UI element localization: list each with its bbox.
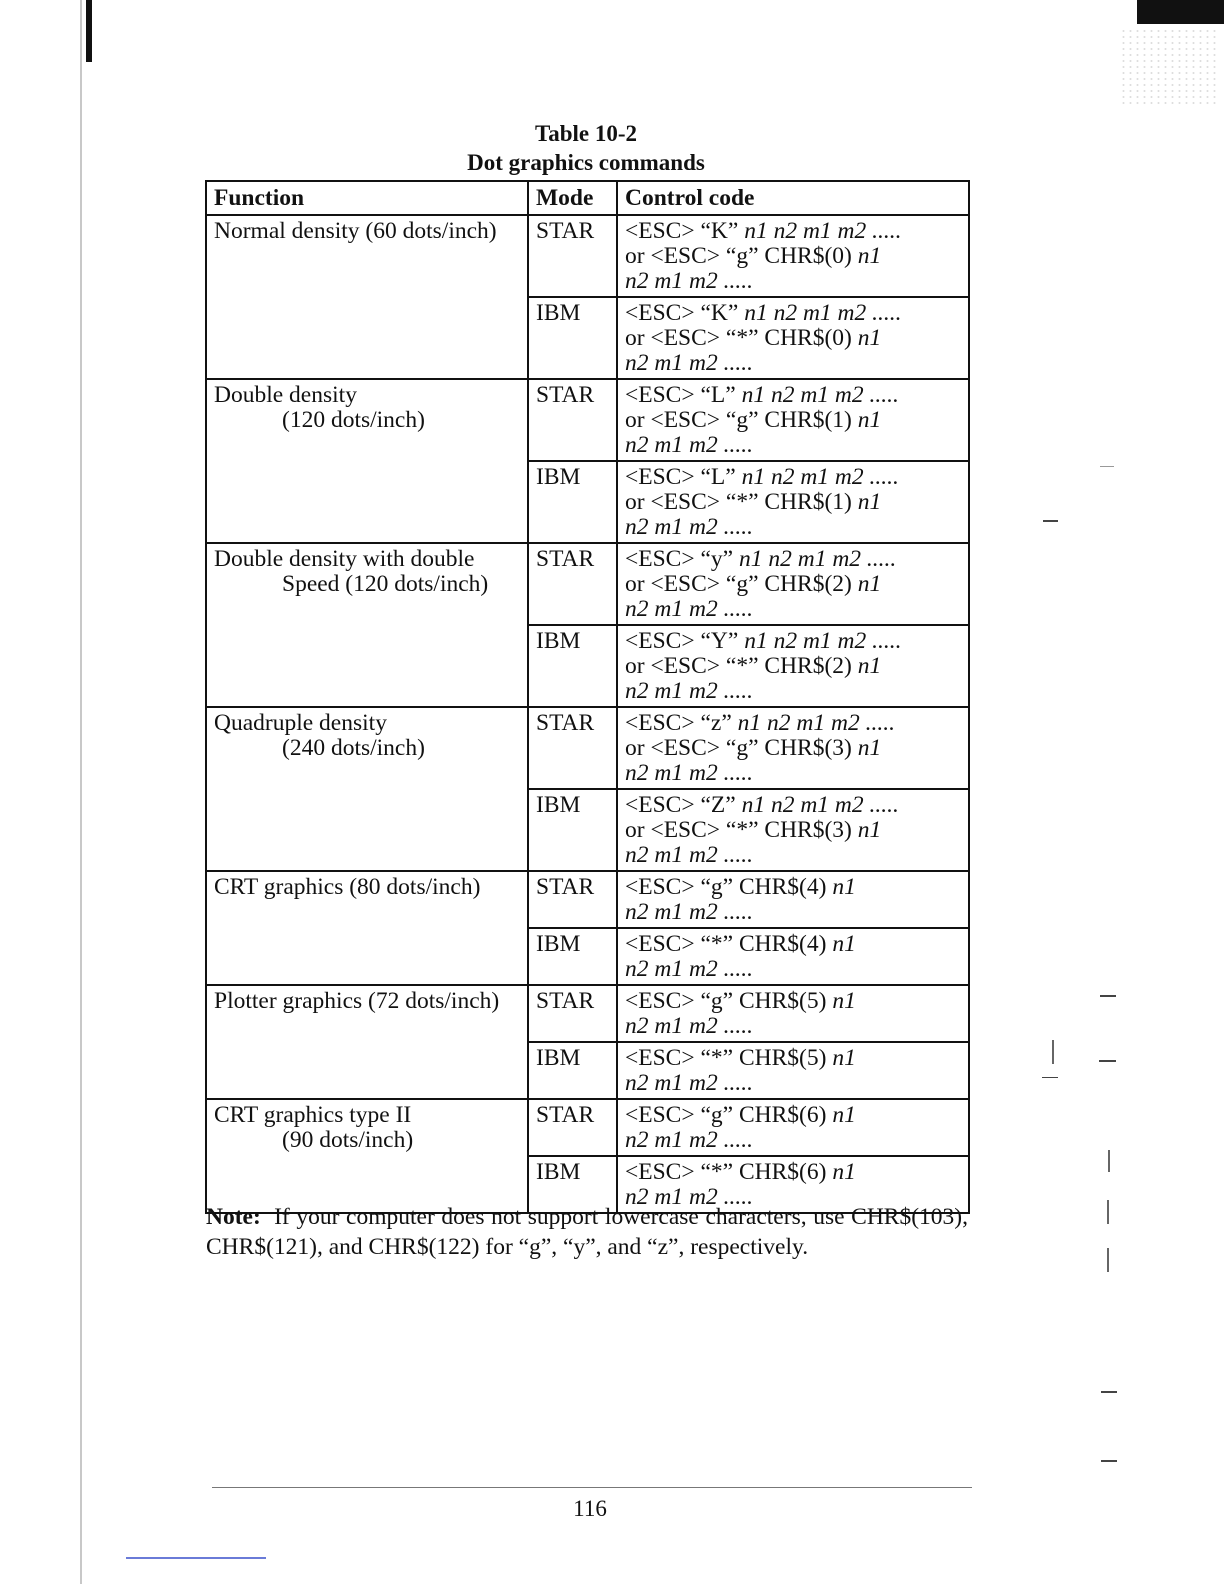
- function-label: (240 dots/inch): [282, 735, 425, 761]
- control-code-cell: [617, 985, 969, 1042]
- parameter-text: n2 m1 m2 .....: [625, 842, 753, 868]
- table-row: [206, 1099, 969, 1156]
- parameter-text: n1: [832, 874, 856, 900]
- control-code-line: [625, 1128, 962, 1153]
- table-row: [206, 379, 969, 461]
- control-code-line: [625, 761, 962, 786]
- scan-artifact: [1100, 466, 1114, 467]
- command-text: or <ESC> “g” CHR$(2): [625, 571, 858, 597]
- mode-cell: STAR: [528, 707, 617, 789]
- corner-tab: [1137, 0, 1224, 24]
- mode-cell: IBM: [528, 1156, 617, 1213]
- table-number: Table 10-2: [534, 121, 638, 146]
- scan-artifact: [1100, 995, 1116, 997]
- command-text: or <ESC> “*” CHR$(3): [625, 817, 858, 843]
- command-text: <ESC> “g” CHR$(4): [625, 874, 833, 900]
- parameter-text: n1 n2 m1 m2 .....: [741, 464, 899, 490]
- mode-cell: IBM: [528, 789, 617, 871]
- parameter-text: n1: [857, 571, 882, 597]
- control-code-line: [625, 351, 962, 376]
- function-cell: [206, 215, 528, 379]
- control-code-line: [625, 515, 962, 540]
- function-label: Quadruple density: [214, 710, 387, 736]
- scan-artifact: [1042, 1077, 1058, 1078]
- function-cell: [206, 543, 528, 707]
- parameter-text: n2 m1 m2 .....: [625, 1184, 753, 1210]
- control-code-line: [625, 547, 962, 572]
- control-code-cell: [617, 928, 969, 985]
- control-code-cell: [617, 543, 969, 625]
- scan-artifact: [1107, 1200, 1109, 1224]
- binding-mark: [86, 0, 92, 62]
- control-code-line: [625, 572, 962, 597]
- parameter-text: n1: [857, 817, 882, 843]
- scan-artifact: [1108, 1150, 1110, 1172]
- command-text: <ESC> “y”: [625, 546, 739, 572]
- column-header-function: Function: [206, 181, 528, 215]
- table-row: [206, 871, 969, 928]
- mode-cell: IBM: [528, 1042, 617, 1099]
- command-text: <ESC> “*” CHR$(4): [625, 931, 833, 957]
- control-code-line: [625, 1160, 962, 1185]
- table-row: [206, 707, 969, 789]
- mode-cell: STAR: [528, 379, 617, 461]
- parameter-text: n1 n2 m1 m2 .....: [744, 218, 902, 244]
- mode-cell: IBM: [528, 297, 617, 379]
- table-header-row: [206, 181, 969, 215]
- parameter-text: n2 m1 m2 .....: [625, 432, 753, 458]
- parameter-text: n2 m1 m2 .....: [625, 956, 753, 982]
- parameter-text: n2 m1 m2 .....: [625, 678, 753, 704]
- parameter-text: n1: [832, 988, 856, 1014]
- parameter-text: n1 n2 m1 m2 .....: [744, 628, 902, 654]
- function-cell: [206, 707, 528, 871]
- table-title: Dot graphics commands: [467, 150, 705, 175]
- control-code-cell: [617, 215, 969, 297]
- function-label: CRT graphics (80 dots/inch): [214, 874, 481, 900]
- parameter-text: n1 n2 m1 m2 .....: [737, 710, 895, 736]
- control-code-line: [625, 957, 962, 982]
- mode-cell: IBM: [528, 928, 617, 985]
- function-cell: [206, 379, 528, 543]
- mode-cell: STAR: [528, 985, 617, 1042]
- table-body: [206, 215, 969, 1213]
- parameter-text: n2 m1 m2 .....: [625, 1070, 753, 1096]
- mode-cell: STAR: [528, 543, 617, 625]
- control-code-line: [625, 301, 962, 326]
- parameter-text: n1: [832, 931, 856, 957]
- parameter-text: n1 n2 m1 m2 .....: [741, 382, 899, 408]
- mode-cell: IBM: [528, 625, 617, 707]
- control-code-cell: [617, 871, 969, 928]
- control-code-line: [625, 711, 962, 736]
- control-code-line: [625, 490, 962, 515]
- function-label: (90 dots/inch): [282, 1127, 414, 1153]
- control-code-line: [625, 1046, 962, 1071]
- parameter-text: n1 n2 m1 m2 .....: [744, 300, 902, 326]
- control-code-cell: [617, 379, 969, 461]
- control-code-line: [625, 736, 962, 761]
- command-text: or <ESC> “g” CHR$(0): [625, 243, 858, 269]
- function-label: Double density with double: [214, 546, 475, 572]
- note-paragraph: [206, 1202, 968, 1262]
- control-code-line: [625, 465, 962, 490]
- command-text: <ESC> “Z”: [625, 792, 742, 818]
- function-label: Speed (120 dots/inch): [282, 571, 489, 597]
- scan-artifact: [1101, 1391, 1117, 1393]
- control-code-line: [625, 1071, 962, 1096]
- control-code-line: [625, 1014, 962, 1039]
- command-text: <ESC> “Y”: [625, 628, 745, 654]
- command-text: or <ESC> “*” CHR$(2): [625, 653, 858, 679]
- control-code-line: [625, 989, 962, 1014]
- command-text: <ESC> “K”: [625, 300, 745, 326]
- command-text: <ESC> “L”: [625, 464, 742, 490]
- mode-cell: STAR: [528, 871, 617, 928]
- function-label: Double density: [214, 382, 357, 408]
- parameter-text: n2 m1 m2 .....: [625, 899, 753, 925]
- command-text: <ESC> “g” CHR$(6): [625, 1102, 833, 1128]
- control-code-line: [625, 793, 962, 818]
- scan-noise: [1120, 28, 1220, 108]
- scan-artifact: [1107, 1248, 1109, 1272]
- control-code-line: [625, 433, 962, 458]
- command-text: <ESC> “*” CHR$(5): [625, 1045, 833, 1071]
- command-text: <ESC> “*” CHR$(6): [625, 1159, 833, 1185]
- control-code-line: [625, 269, 962, 294]
- function-cell: [206, 1099, 528, 1213]
- function-cell: [206, 871, 528, 985]
- parameter-text: n1: [857, 489, 882, 515]
- control-code-line: [625, 629, 962, 654]
- parameter-text: n2 m1 m2 .....: [625, 268, 753, 294]
- parameter-text: n1: [832, 1159, 856, 1185]
- command-text: <ESC> “L”: [625, 382, 742, 408]
- control-code-line: [625, 408, 962, 433]
- parameter-text: n1: [857, 325, 882, 351]
- control-code-cell: [617, 297, 969, 379]
- parameter-text: n2 m1 m2 .....: [625, 1013, 753, 1039]
- control-code-line: [625, 244, 962, 269]
- control-code-line: [625, 326, 962, 351]
- footer-rule: [212, 1487, 972, 1488]
- control-code-cell: [617, 461, 969, 543]
- function-label: (120 dots/inch): [282, 407, 425, 433]
- mode-cell: STAR: [528, 1099, 617, 1156]
- parameter-text: n1: [857, 407, 882, 433]
- note-label: Note:: [206, 1204, 261, 1230]
- function-label: CRT graphics type II: [214, 1102, 412, 1128]
- control-code-line: [625, 932, 962, 957]
- function-cell: [206, 985, 528, 1099]
- scan-artifact: [1043, 520, 1058, 522]
- dot-graphics-table: [205, 180, 970, 1214]
- parameter-text: n2 m1 m2 .....: [625, 596, 753, 622]
- mode-cell: IBM: [528, 461, 617, 543]
- function-label: Normal density (60 dots/inch): [214, 218, 497, 244]
- scan-underline: [126, 1557, 266, 1559]
- parameter-text: n2 m1 m2 .....: [625, 1127, 753, 1153]
- command-text: <ESC> “g” CHR$(5): [625, 988, 833, 1014]
- control-code-cell: [617, 1099, 969, 1156]
- control-code-line: [625, 900, 962, 925]
- function-label: Plotter graphics (72 dots/inch): [214, 988, 500, 1014]
- page-number: 116: [573, 1496, 607, 1521]
- command-text: or <ESC> “*” CHR$(0): [625, 325, 858, 351]
- control-code-cell: [617, 789, 969, 871]
- control-code-line: [625, 654, 962, 679]
- control-code-line: [625, 818, 962, 843]
- control-code-line: [625, 383, 962, 408]
- parameter-text: n1: [857, 735, 882, 761]
- parameter-text: n1 n2 m1 m2 .....: [741, 792, 899, 818]
- parameter-text: n1: [857, 653, 882, 679]
- note-text: If your computer does not support lowercase characters, use CHR$(103), CHR$(121), and CHR$(122) for “g”, “y”, and “z”, respectively.: [206, 1204, 969, 1260]
- control-code-cell: [617, 1042, 969, 1099]
- column-header-mode: Mode: [528, 181, 617, 215]
- control-code-cell: [617, 625, 969, 707]
- parameter-text: n2 m1 m2 .....: [625, 514, 753, 540]
- table-row: [206, 215, 969, 297]
- parameter-text: n2 m1 m2 .....: [625, 350, 753, 376]
- binding-edge: [80, 0, 82, 1584]
- scan-artifact: [1052, 1040, 1054, 1064]
- table-row: [206, 985, 969, 1042]
- command-text: <ESC> “z”: [625, 710, 738, 736]
- parameter-text: n1: [832, 1102, 856, 1128]
- parameter-text: n1: [857, 243, 882, 269]
- parameter-text: n1 n2 m1 m2 .....: [738, 546, 897, 572]
- parameter-text: n1: [832, 1045, 856, 1071]
- control-code-line: [625, 597, 962, 622]
- control-code-line: [625, 219, 962, 244]
- table-row: [206, 543, 969, 625]
- scan-artifact: [1099, 1060, 1116, 1062]
- command-text: <ESC> “K”: [625, 218, 745, 244]
- column-header-control-code: Control code: [617, 181, 969, 215]
- control-code-line: [625, 1103, 962, 1128]
- control-code-line: [625, 679, 962, 704]
- control-code-line: [625, 843, 962, 868]
- command-text: or <ESC> “g” CHR$(1): [625, 407, 858, 433]
- control-code-line: [625, 875, 962, 900]
- control-code-cell: [617, 707, 969, 789]
- mode-cell: STAR: [528, 215, 617, 297]
- parameter-text: n2 m1 m2 .....: [625, 760, 753, 786]
- scan-artifact: [1101, 1460, 1117, 1462]
- command-text: or <ESC> “g” CHR$(3): [625, 735, 858, 761]
- command-text: or <ESC> “*” CHR$(1): [625, 489, 858, 515]
